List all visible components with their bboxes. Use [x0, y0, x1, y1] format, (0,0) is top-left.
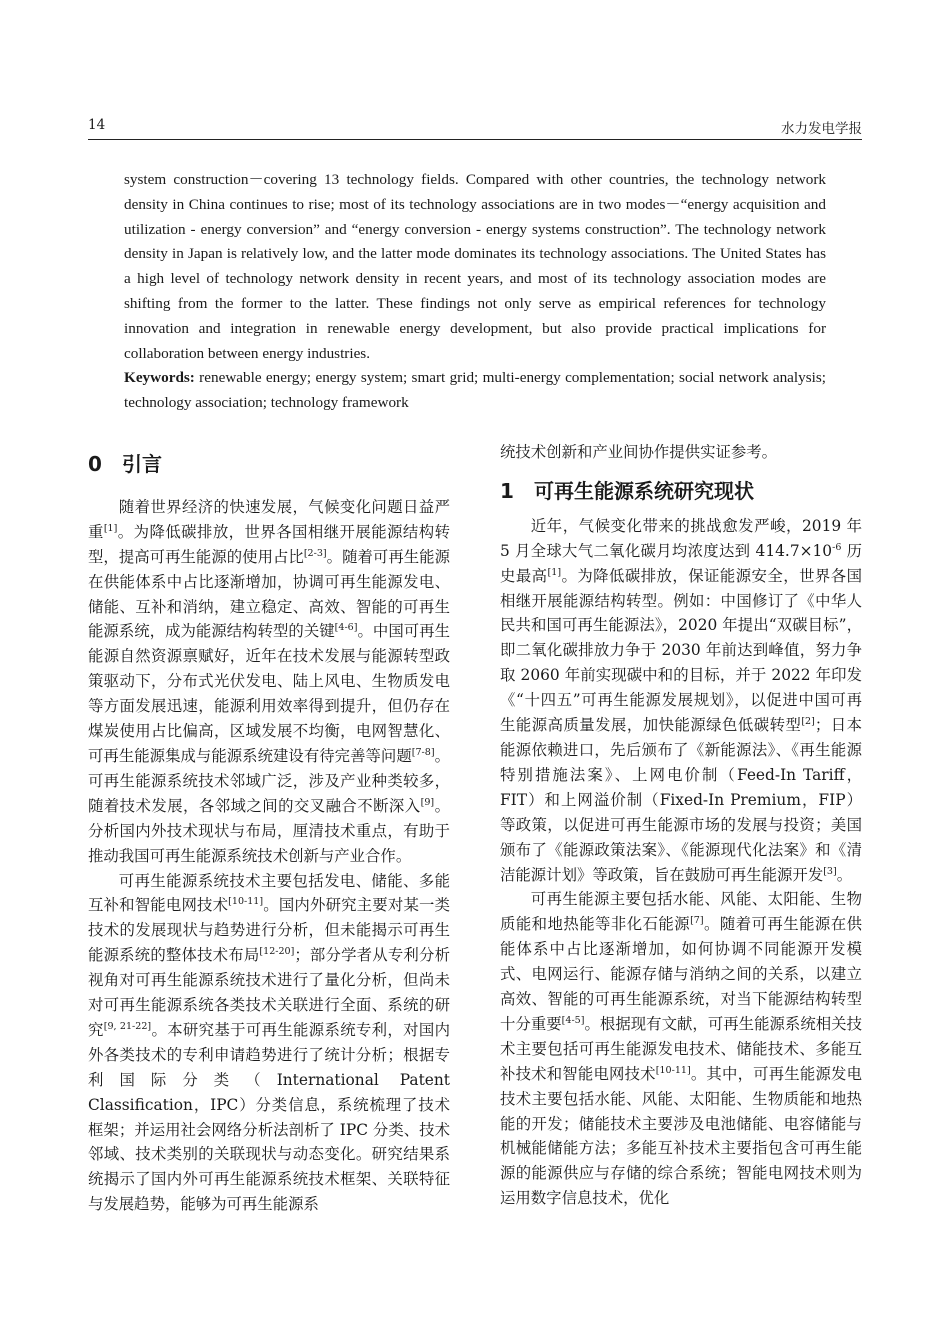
section-1-heading [500, 479, 862, 504]
section-1-paragraph-2: 可再生能源主要包括水能、风能、太阳能、生物质能和地热能等非化石能源[7]。随着可再生能源在供能体系中占比逐渐增加，如何协调不同能源开发模式、电网运行、能源存储与消纳之间的关系，以建立高效、智能的可再生能源系统，对当下能源结构转型十分重要[4-5]。根据现有文献，可再生能源系统相关技术主要包括可再生能源发电技术、储能技术、多能互补技术和智能电网技术[10-11]。其中，可再生能源发电技术主要包括水能、风能、太阳能、生物质能和地热能的开发；储能技术主要涉及电池储能、电容储能与机械能储能方法；多能互补技术主要指包含可再生能源的能源供应与存储的综合系统；智能电网技术则为运用数字信息技术，优化 [500, 890, 862, 1208]
section-0-title: 引言 [122, 452, 162, 476]
header-rule [88, 139, 862, 140]
page-number: 14 [88, 117, 106, 133]
abstract-text: system construction－covering 13 technology fields. Compared with other countries, the technology network density in China continues to rise; most of its technology associations are in two modes－“energy acquisition and utilization - energy conversion” and “energy conversion - energy systems construction”. The technology network density in Japan is relatively low, and the latter mode dominates its technology associations. The United States has a high level of technology network density in recent years, and most of its technology association modes are shifting from the former to the latter. These findings not only serve as empirical references for technology innovation and integration in renewable energy development, but also provide practical implications for collaboration between energy industries. [124, 171, 826, 362]
section-0-number: 0 [88, 452, 102, 476]
left-column [88, 440, 450, 1217]
section-1-title: 可再生能源系统研究现状 [534, 478, 754, 503]
right-column [500, 440, 862, 1211]
keywords [124, 366, 826, 416]
journal-name: 水力发电学报 [781, 121, 862, 137]
keywords-text: renewable energy; energy system; smart grid; multi-energy complementation; social network analysis; technology association; technology framework [124, 369, 826, 412]
section-0-paragraph-2: 可再生能源系统技术主要包括发电、储能、多能互补和智能电网技术[10-11]。国内外研究主要对某一类技术的发展现状与趋势进行分析，但未能揭示可再生能源系统的整体技术布局[12-20]；部分学者从专利分析视角对可再生能源系统技术进行了量化分析，但尚未对可再生能源系统各类技术关联进行全面、系统的研究[9, 21-22]。本研究基于可再生能源系统专利，对国内外各类技术的专利申请趋势进行了统计分析；根据专利国际分类（International Patent Classification，IPC）分类信息，系统梳理了技术框架；并运用社会网络分析法剖析了 IPC 分类、技术邻域、技术类别的关联现状与动态变化。研究结果系统揭示了国内外可再生能源系统技术框架、关联特征与发展趋势，能够为可再生能源系 [88, 871, 450, 1214]
section-0-paragraph-1: 随着世界经济的快速发展，气候变化问题日益严重[1]。为降低碳排放，世界各国相继开展能源结构转型，提高可再生能源的使用占比[2-3]。随着可再生能源在供能体系中占比逐渐增加，协调可再生能源发电、储能、互补和消纳，建立稳定、高效、智能的可再生能源系统，成为能源结构转型的关键[4-6]。中国可再生能源自然资源禀赋好，近年在技术发展与能源转型政策驱动下，分布式光伏发电、陆上风电、生物质发电等方面发展迅速，能源利用效率得到提升，但仍存在煤炭使用占比偏高，区域发展不均衡，电网智慧化、可再生能源集成与能源系统建设有待完善等问题[7-8]。可再生能源系统技术邻域广泛，涉及产业种类较多，随着技术发展，各邻域之间的交叉融合不断深入[9]。分析国内外技术现状与布局，厘清技术重点，有助于推动我国可再生能源系统技术创新与产业合作。 [88, 497, 450, 865]
section-1-number: 1 [500, 478, 514, 503]
keywords-label: Keywords: [124, 369, 195, 387]
english-abstract [124, 168, 826, 416]
page-header [88, 117, 862, 137]
paragraph-continuation: 统技术创新和产业间协作提供实证参考。 [500, 443, 778, 461]
section-0-heading [88, 452, 450, 477]
section-1-paragraph-1: 近年，气候变化带来的挑战愈发严峻，2019 年 5 月全球大气二氧化碳月均浓度达到 $414.7\times 10^{-6}$ 历史最高[1]。为降低碳排放，保证能源安全，世界各国相继开展能源结构转型。例如：中国修订了《中华人民共和国可再生能源法》，2020 年提出“双碳目标”，即二氧化碳排放力争于 2030 年前达到峰值，努力争取 2060 年前实现碳中和的目标，并于 2022 年印发《“十四五”可再生能源发展规划》，以促进中国可再生能源高质量发展，加快能源绿色低碳转型[2]；日本能源依赖进口，先后颁布了《新能源法》、《再生能源特别措施法案》、上网电价制（Feed-In Tariff，FIT）和上网溢价制（Fixed-In Premium，FIP）等政策，以促进可再生能源市场的发展与投资；美国颁布了《能源政策法案》、《能源现代化法案》和《清洁能源计划》等政策，旨在鼓励可再生能源开发[3]。 [500, 516, 862, 884]
